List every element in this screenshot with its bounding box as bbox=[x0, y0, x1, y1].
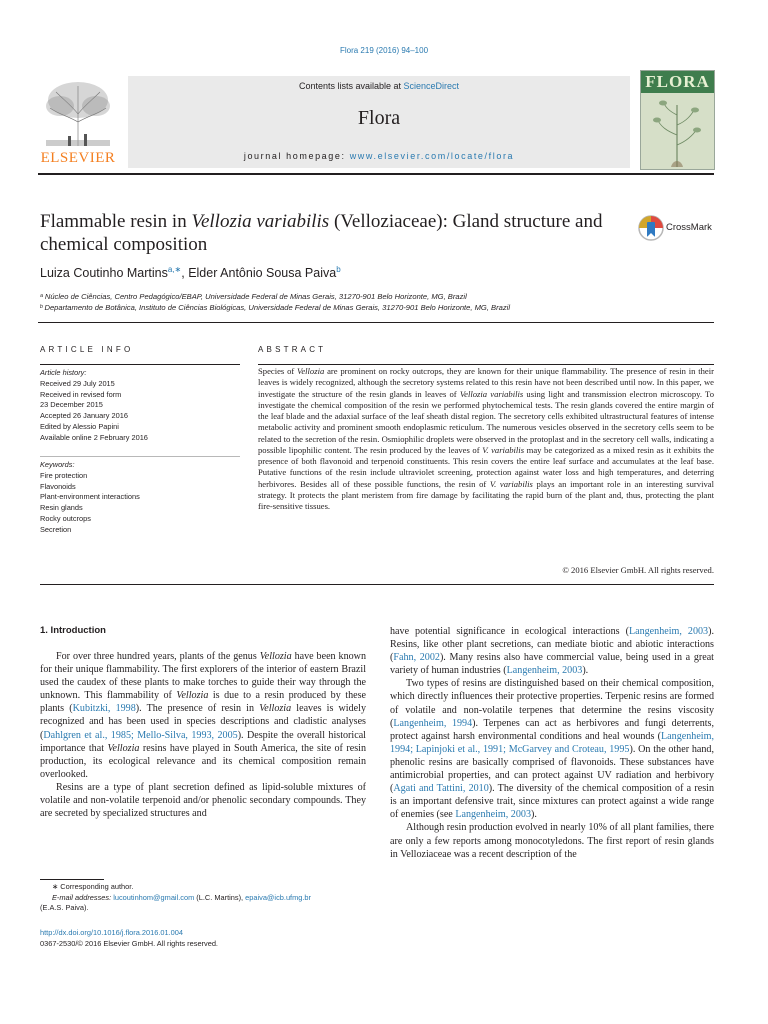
email-label: E-mail addresses: bbox=[52, 892, 114, 902]
section-heading-introduction: 1. Introduction bbox=[40, 625, 106, 636]
history-item: Edited by Alessio Papini bbox=[40, 421, 119, 431]
body-column-left bbox=[40, 650, 366, 820]
cover-plant-illustration bbox=[641, 95, 714, 169]
citation-link[interactable]: Agati and Tattini, 2010 bbox=[393, 783, 489, 795]
author-name[interactable]: Elder Antônio Sousa Paiva bbox=[188, 266, 337, 281]
species-name: Vellozia bbox=[297, 366, 325, 376]
genus-name: Vellozia bbox=[107, 742, 140, 754]
abstract-rule bbox=[258, 364, 714, 365]
journal-homepage bbox=[128, 151, 630, 161]
genus-name: Vellozia bbox=[259, 703, 292, 715]
genus-name: Vellozia bbox=[176, 690, 209, 702]
journal-reference[interactable]: Flora 219 (2016) 94–100 bbox=[339, 46, 429, 55]
email-link[interactable]: lucoutinhom@gmail.com bbox=[113, 892, 195, 902]
citation-link[interactable]: Langenheim, 1994 bbox=[393, 717, 473, 729]
journal-name: Flora bbox=[357, 107, 401, 129]
article-info-rule bbox=[40, 364, 240, 365]
text-segment: ). Many resins also have commercial value, being used in a great variety of human industries ( bbox=[390, 652, 714, 677]
citation-link[interactable]: Kubitzki, 1998 bbox=[72, 703, 136, 715]
citation-link[interactable]: Langenheim, 2003 bbox=[506, 665, 583, 677]
email-link[interactable]: epaiva@icb.ufmg.br bbox=[245, 892, 311, 902]
text-segment: have been known for their unique flammability. The first explorers of the interior of eastern Brazil used the caudex of these plants to make torches to guide their way through the unknown. This flammability of bbox=[40, 651, 366, 702]
text-segment: ). The diversity of the chemical composition of a resin is an important defensive trait, since mixtures can protect against a wide range of enemies (see bbox=[390, 783, 714, 821]
text-segment: ). Resins, like other plant secretions, can mediate biotic and abiotic interactions ( bbox=[390, 626, 714, 664]
article-history bbox=[40, 368, 240, 444]
citation-link[interactable]: Dahlgren et al., 1985; Mello-Silva, 1993, 2005 bbox=[43, 729, 238, 741]
abstract-bottom-rule bbox=[40, 584, 714, 585]
keyword-item[interactable]: Flavonoids bbox=[40, 481, 76, 491]
text-segment: have potential significance in ecological interactions ( bbox=[390, 626, 629, 637]
text-segment: ). bbox=[531, 809, 537, 821]
crossmark-badge[interactable] bbox=[638, 212, 728, 246]
text-segment: ). On the other hand, phenolic resins are basically comprised of flavonoids. These substances have antimicrobial properties, and can protect against UV radiation and herbivory ( bbox=[390, 743, 714, 795]
affiliation-a: ᵃ Núcleo de Ciências, Centro Pedagógico/EBAP, Universidade Federal de Minas Gerais, 31270-901 Belo Horizonte, MG, Brazil bbox=[40, 292, 467, 301]
footnote-rule bbox=[40, 879, 104, 880]
text-segment: resins have played in South America, the site of resin production, its ecological relevance and its chemical composition remain overlooked. bbox=[40, 742, 366, 780]
history-item: Received in revised form bbox=[40, 389, 122, 399]
body-paragraph: Resins are a type of plant secretion defined as lipid-soluble mixtures of volatile and non-volatile terpenoid and/or phenolic secondary compounds. They are secreted by specialized structures and bbox=[40, 781, 366, 820]
keywords-label: Keywords: bbox=[40, 460, 75, 469]
citation-link[interactable]: Langenheim, 1994; Lapinjoki et al., 1991; McGarvey and Croteau, 1995 bbox=[390, 730, 714, 755]
email-line bbox=[40, 893, 366, 904]
contents-availability bbox=[128, 81, 630, 91]
text-segment: leaves is widely recognized and has been used in species descriptions and cladistic analyses ( bbox=[40, 703, 366, 741]
abstract-heading: ABSTRACT bbox=[258, 345, 327, 354]
keyword-item[interactable]: Resin glands bbox=[40, 503, 83, 513]
keyword-item[interactable]: Plant-environment interactions bbox=[40, 492, 140, 502]
body-paragraph bbox=[390, 625, 714, 677]
citation-link[interactable]: Langenheim, 2003 bbox=[628, 626, 709, 637]
abstract-segment: using light and transmission electron microscopy. To investigate the chemical composition of the resin we performed phytochemical tests. The resin glands covered the entire margin of the leaf blade and the adaxial surface of the leaf sheath distal region. The secretory cells exhibited ultrastructural features of intense metabolic activity and prominent smooth endoplasmic reticulum. The numerous vesicles observed in the secretory cells seem to be related to the secretion of the resin. Osmiophilic droplets were observed in the protoplast and in the secretory cell walls, indicating a possible lipophilic content. The resin produced by the leaves of bbox=[258, 388, 714, 455]
crossmark-label: CrossMark bbox=[666, 222, 712, 233]
homepage-link[interactable]: www.elsevier.com/locate/flora bbox=[349, 151, 515, 161]
keywords-list bbox=[40, 460, 240, 536]
title-rule bbox=[38, 322, 714, 323]
history-item: Accepted 26 January 2016 bbox=[40, 411, 128, 421]
email-owner: (E.A.S. Paiva). bbox=[40, 903, 89, 912]
text-segment: ). The presence of resin in bbox=[135, 703, 260, 715]
author-name[interactable]: Luiza Coutinho Martins bbox=[40, 266, 168, 281]
affiliation-b: ᵇ Departamento de Botânica, Instituto de Ciências Biológicas, Universidade Federal de Minas Gerais, 31270-901 Belo Horizonte, MG, Brazil bbox=[40, 303, 511, 312]
species-name: V. variabilis bbox=[482, 444, 525, 455]
text-segment: Two types of resins are distinguished based on their chemical composition, which directly influences their protective properties. Terpenic resins are formed of volatile and non-volatile terpenes that determine the resins viscosity ( bbox=[390, 678, 714, 729]
title-part1: Flammable resin in bbox=[40, 211, 192, 232]
body-paragraph bbox=[390, 677, 714, 821]
article-info-heading: ARTICLE INFO bbox=[40, 345, 134, 354]
corresponding-author-note: ∗ Corresponding author. bbox=[52, 882, 134, 891]
issn-copyright: 0367-2530/© 2016 Elsevier GmbH. All rights reserved. bbox=[40, 939, 218, 948]
text-segment: ). Despite the overall historical importance that bbox=[40, 729, 366, 754]
title-part2: (Velloziaceae): Gland structure and chemical composition bbox=[40, 211, 603, 255]
abstract-segment: are prominent on rocky outcrops, they are known for their unique flammability. The presence of resin in their leaves is widely recognized, although the secretory systems related to this resin have not been described until now. In this paper, we investigate the structure of the resin glands in leaves of bbox=[258, 366, 714, 399]
author-list bbox=[40, 265, 341, 280]
title-species: Vellozia variabilis bbox=[191, 211, 330, 232]
body-paragraph: Although resin production evolved in nearly 10% of all plant families, there are only a few reports among monocotyledons. The first report of resin glands in Velloziaceae was a recent description of the bbox=[390, 822, 714, 860]
keyword-item[interactable]: Rocky outcrops bbox=[40, 513, 91, 523]
history-item: Received 29 July 2015 bbox=[40, 378, 115, 388]
species-name: V. variabilis bbox=[489, 478, 533, 489]
contents-prefix: Contents lists available at bbox=[298, 81, 404, 91]
journal-cover-thumbnail[interactable] bbox=[640, 70, 715, 170]
crossmark-icon bbox=[638, 212, 664, 244]
history-item: 23 December 2015 bbox=[40, 400, 103, 410]
text-segment: ). bbox=[582, 665, 589, 677]
email-owner: (L.C. Martins), bbox=[194, 892, 246, 902]
species-name: Vellozia variabilis bbox=[459, 388, 524, 399]
history-item: Available online 2 February 2016 bbox=[40, 432, 148, 442]
sciencedirect-link[interactable]: ScienceDirect bbox=[403, 81, 460, 91]
keyword-item[interactable]: Secretion bbox=[40, 524, 72, 534]
publisher-wordmark: ELSEVIER bbox=[40, 150, 116, 166]
cover-title: FLORA bbox=[645, 72, 710, 91]
header-rule bbox=[38, 173, 714, 175]
citation-link[interactable]: Langenheim, 2003 bbox=[455, 809, 531, 821]
abstract-segment: may be categorized as a mixed resin as it exhibits the presence of both flavonoid and terpenoid constituents. This resin covers the entire leaf surface and accumulates at the leaf base. Putative functions of the resin include ultraviolet screening, protection against water loss and high temperatures, and deterring herbivores. Besides all of these possible functions, the resin of bbox=[258, 444, 714, 489]
doi-block bbox=[40, 927, 218, 949]
abstract-copyright: © 2016 Elsevier GmbH. All rights reserved. bbox=[562, 565, 714, 575]
abstract-segment: plays an important role in an interesting survival strategy. It protects the plant meristem from fire damage by facilitating the rapid burn of the plant and, thus, protecting the plant fire-sensitive tissues. bbox=[258, 478, 714, 511]
body-paragraph bbox=[40, 650, 366, 781]
body-column-right bbox=[390, 625, 714, 861]
doi-link[interactable]: http://dx.doi.org/10.1016/j.flora.2016.01.004 bbox=[40, 928, 183, 937]
text-segment: ). Terpenes can act as herbivores and fungi deterrents, protect against harsh environmental conditions and heal wounds ( bbox=[390, 717, 715, 742]
article-title bbox=[40, 210, 620, 256]
author-separator: , bbox=[181, 266, 189, 281]
abstract-text bbox=[258, 366, 714, 512]
author-affiliation-mark[interactable]: a,∗ bbox=[167, 265, 182, 274]
history-label: Article history: bbox=[40, 368, 87, 377]
article-info-divider bbox=[40, 456, 240, 457]
abstract-segment: Species of bbox=[258, 366, 298, 376]
homepage-prefix: journal homepage: bbox=[243, 151, 350, 161]
genus-name: Vellozia bbox=[259, 651, 292, 662]
keyword-item[interactable]: Fire protection bbox=[40, 470, 88, 480]
text-segment: For over three hundred years, plants of the genus bbox=[56, 651, 260, 662]
citation-link[interactable]: Fahn, 2002 bbox=[393, 652, 440, 664]
footnotes bbox=[40, 882, 366, 914]
author-affiliation-mark[interactable]: b bbox=[336, 265, 341, 274]
text-segment: is due to a resin produced by these plants ( bbox=[40, 690, 367, 715]
